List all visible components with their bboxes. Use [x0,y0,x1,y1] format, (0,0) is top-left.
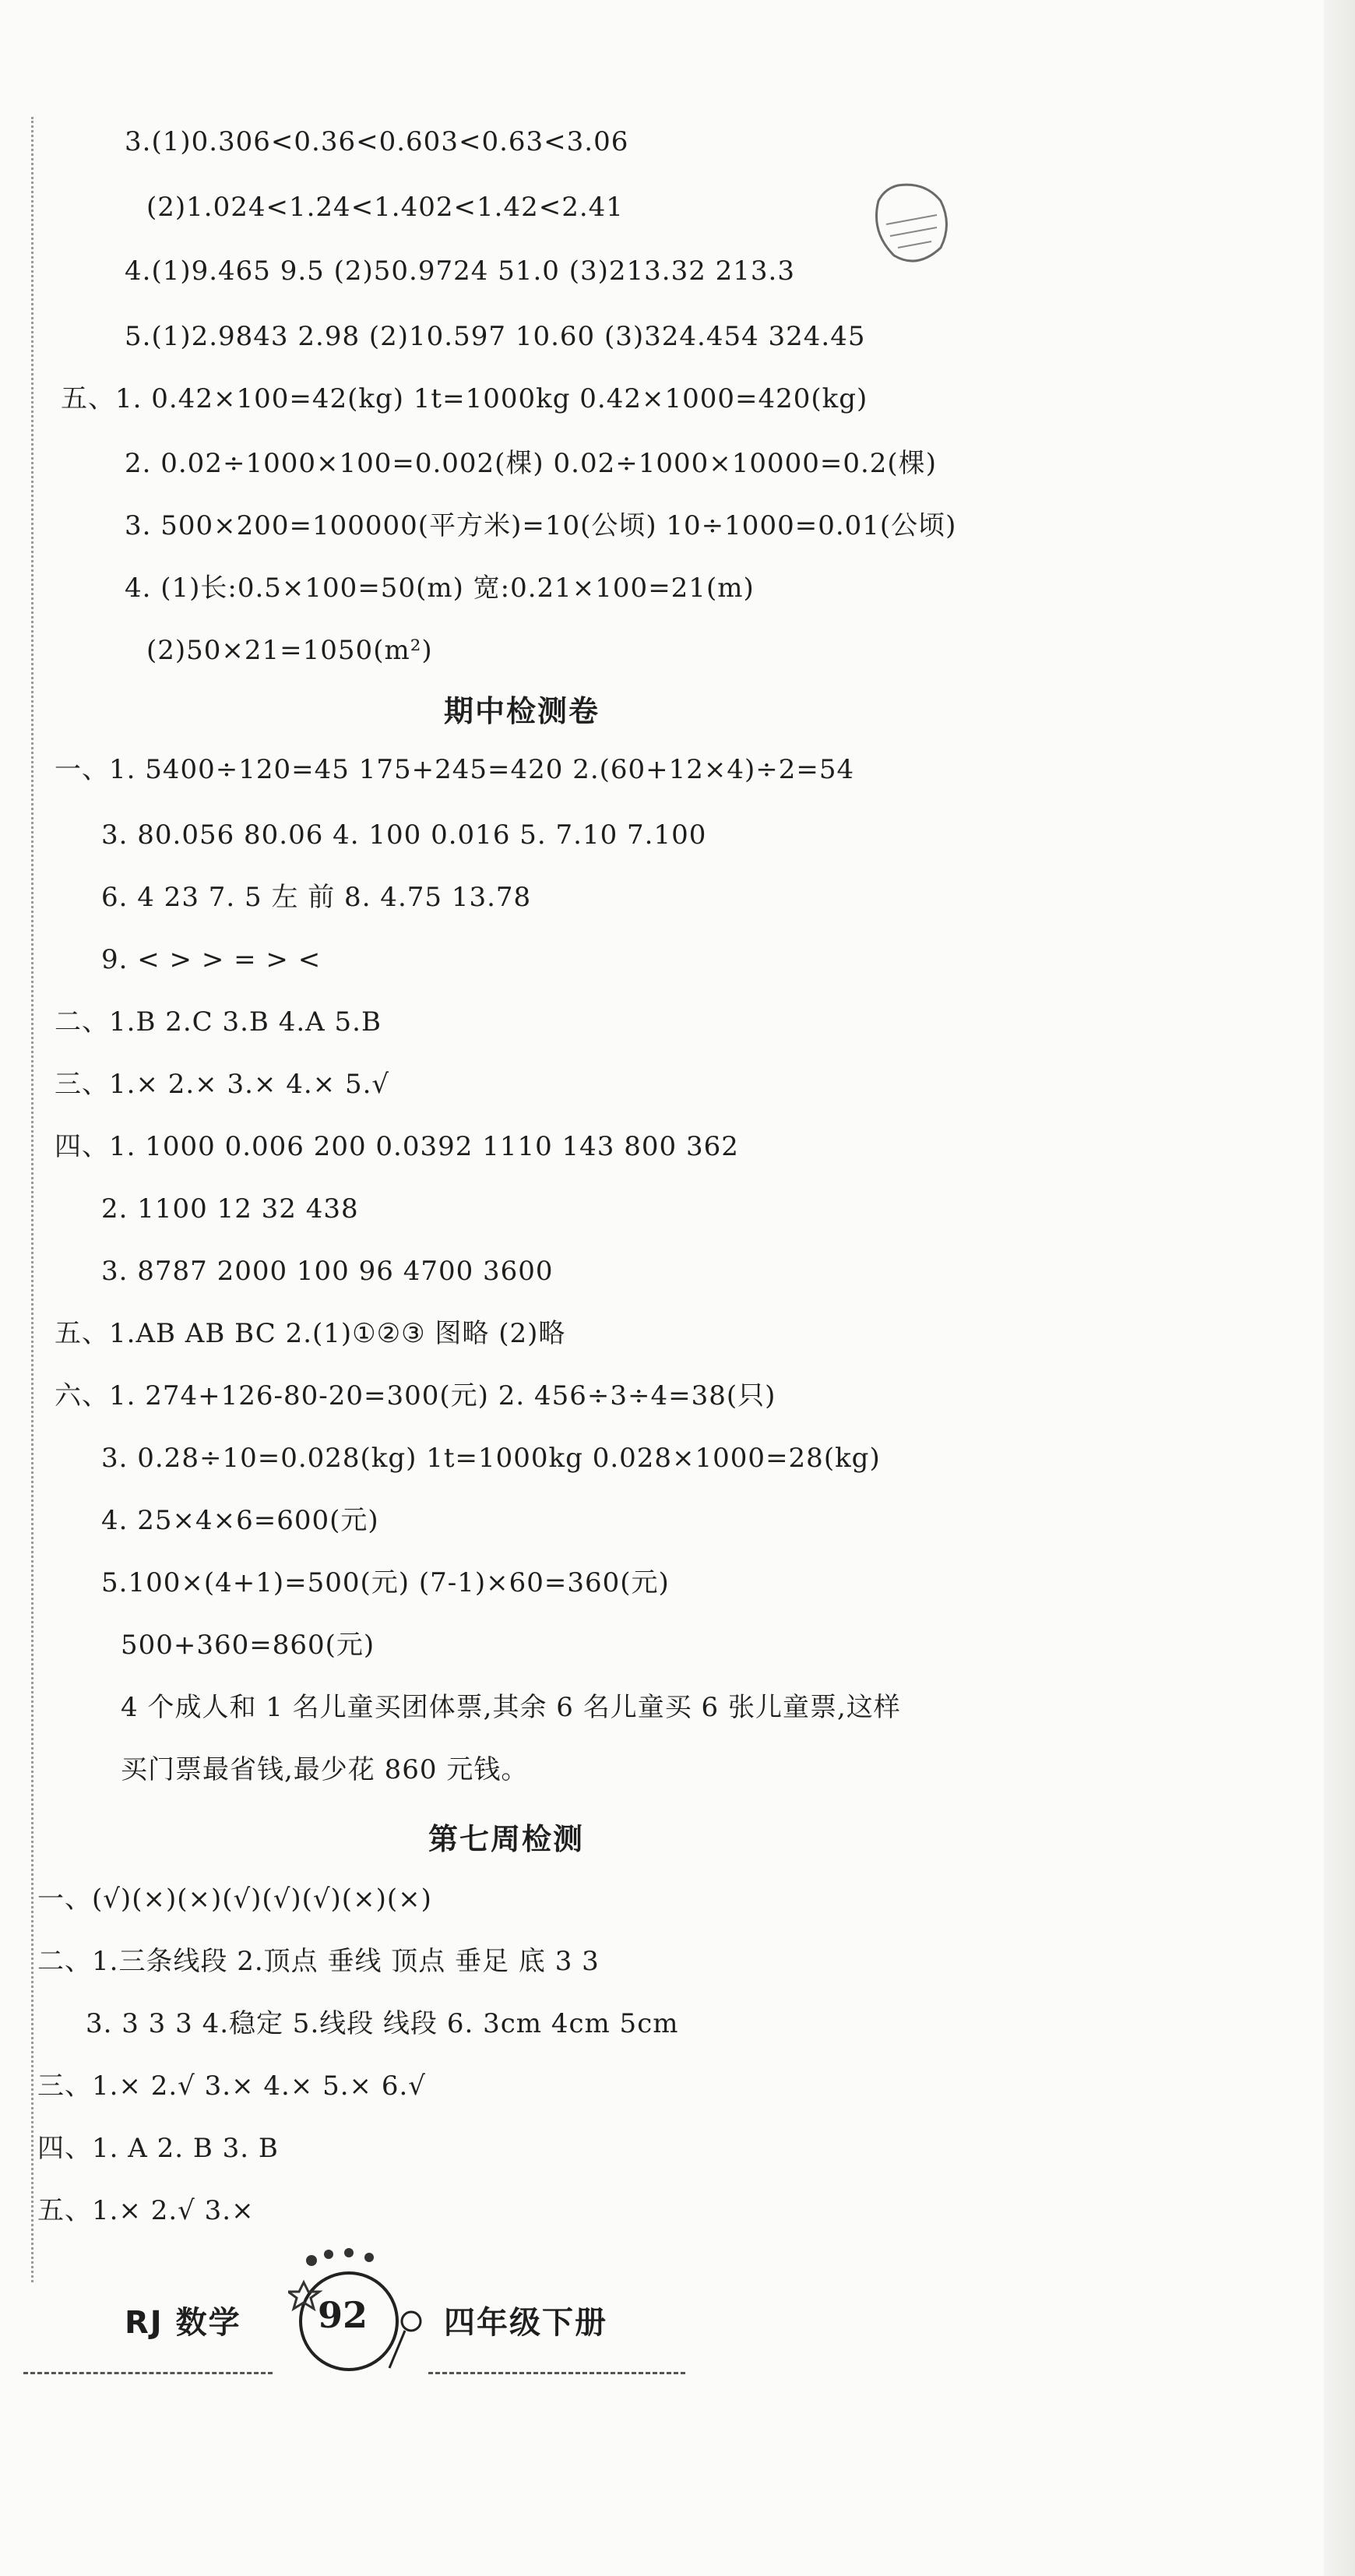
section-title-midterm: 期中检测卷 [444,694,600,728]
page-number: 92 [318,2294,368,2336]
answer-line: 2. 1100 12 32 438 [101,1193,359,1225]
answer-line: 二、1.B 2.C 3.B 4.A 5.B [55,1006,382,1038]
footer-dashed-line [23,2372,273,2374]
answer-line: 五、1.× 2.√ 3.× [37,2195,255,2226]
margin-dotted-line [31,117,33,2282]
section-title-week7: 第七周检测 [428,1822,585,1856]
answer-line: 4 个成人和 1 名儿童买团体票,其余 6 名儿童买 6 张儿童票,这样 [121,1692,901,1723]
answer-line: 3. 80.056 80.06 4. 100 0.016 5. 7.10 7.100 [101,819,707,851]
answer-line: (2)1.024<1.24<1.402<1.42<2.41 [146,192,624,223]
answer-line: 一、(√)(×)(×)(√)(√)(√)(×)(×) [37,1884,432,1915]
footer-subject: RJ 数学 [125,2305,241,2341]
answer-line: 买门票最省钱,最少花 860 元钱。 [121,1754,529,1785]
answer-line: 5.(1)2.9843 2.98 (2)10.597 10.60 (3)324.454 324.45 [125,321,866,352]
answer-line: 4. 25×4×6=600(元) [101,1505,379,1536]
answer-line: 4.(1)9.465 9.5 (2)50.9724 51.0 (3)213.32 213.3 [125,255,795,287]
answer-line: 五、1.AB AB BC 2.(1)①②③ 图略 (2)略 [55,1318,566,1349]
answer-line: 5.100×(4+1)=500(元) (7-1)×60=360(元) [101,1567,670,1598]
answer-line: 3. 0.28÷10=0.028(kg) 1t=1000kg 0.028×1000=28(kg) [101,1443,881,1474]
footer-dashed-line [428,2372,685,2374]
answer-line: 三、1.× 2.√ 3.× 4.× 5.× 6.√ [37,2070,426,2102]
homework-stamp-icon [863,178,955,270]
answer-line: 4. (1)长:0.5×100=50(m) 宽:0.21×100=21(m) [125,573,755,604]
footer-grade: 四年级下册 [444,2305,607,2341]
answer-line: 9. < > > = > < [101,944,322,975]
answer-line: 3.(1)0.306<0.36<0.603<0.63<3.06 [125,126,629,157]
page-edge-shadow [1324,0,1355,2576]
answer-line: 六、1. 274+126-80-20=300(元) 2. 456÷3÷4=38(只) [55,1380,776,1411]
answer-line: 三、1.× 2.× 3.× 4.× 5.√ [55,1069,390,1100]
answer-line: 3. 3 3 3 4.稳定 5.线段 线段 6. 3cm 4cm 5cm [86,2008,679,2039]
answer-line: 3. 500×200=100000(平方米)=10(公顷) 10÷1000=0.01(公顷) [125,510,957,541]
answer-line: 四、1. A 2. B 3. B [37,2133,279,2164]
answer-line: 2. 0.02÷1000×100=0.002(棵) 0.02÷1000×10000=0.2(棵) [125,448,937,479]
answer-line: (2)50×21=1050(m²) [146,635,433,666]
answer-line: 五、1. 0.42×100=42(kg) 1t=1000kg 0.42×1000=420(kg) [61,383,868,414]
answer-line: 6. 4 23 7. 5 左 前 8. 4.75 13.78 [101,882,532,913]
answer-line: 3. 8787 2000 100 96 4700 3600 [101,1256,554,1287]
answer-line: 四、1. 1000 0.006 200 0.0392 1110 143 800 362 [55,1131,739,1162]
answer-line: 二、1.三条线段 2.顶点 垂线 顶点 垂足 底 3 3 [37,1946,600,1977]
answer-line: 一、1. 5400÷120=45 175+245=420 2.(60+12×4)÷2=54 [55,754,855,785]
answer-line: 500+360=860(元) [121,1630,375,1661]
